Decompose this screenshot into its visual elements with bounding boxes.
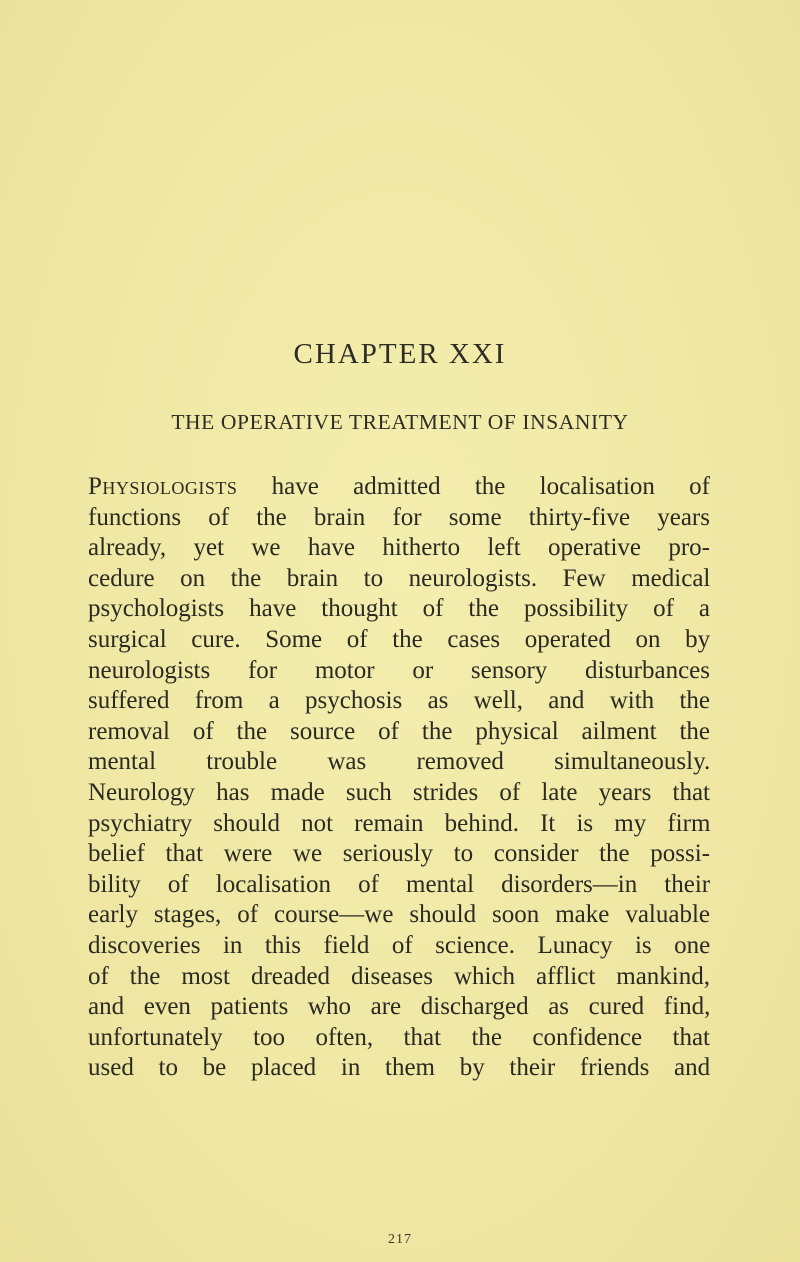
text-line: used to be placed in them by their friends and <box>88 1054 711 1082</box>
body-paragraph <box>88 472 710 1084</box>
chapter-title: THE OPERATIVE TREATMENT OF INSANITY <box>171 410 629 434</box>
text-line: mental trouble was removed simultaneously. <box>88 748 711 776</box>
chapter-heading: CHAPTER XXI <box>293 338 507 370</box>
text-line: Neurology has made such strides of late years that <box>88 778 710 806</box>
text-line: neurologists for motor or sensory disturbances <box>88 656 710 684</box>
text-line: Physiologists have admitted the localisation of <box>88 473 710 500</box>
text-line: belief that were we seriously to consider the possi- <box>88 840 710 868</box>
text-line: psychiatry should not remain behind. It is my firm <box>88 809 711 837</box>
lead-word: Physiologists <box>88 473 238 500</box>
page-number: 217 <box>388 1232 412 1247</box>
text-line: already, yet we have hitherto left operative pro- <box>88 534 710 562</box>
text-line: cedure on the brain to neurologists. Few medical <box>88 564 711 592</box>
text-line: unfortunately too often, that the confidence that <box>88 1023 710 1051</box>
text-line: of the most dreaded diseases which afflict mankind, <box>88 962 710 990</box>
text-line: surgical cure. Some of the cases operated on by <box>88 625 711 653</box>
text-line: and even patients who are discharged as cured find, <box>88 993 711 1021</box>
text-line: suffered from a psychosis as well, and with the <box>88 687 710 715</box>
text-line: functions of the brain for some thirty-five years <box>88 503 710 531</box>
text-line: early stages, of course—we should soon make valuable <box>88 901 711 929</box>
text-line: psychologists have thought of the possibility of a <box>88 595 710 623</box>
text-line: discoveries in this field of science. Lunacy is one <box>88 931 711 959</box>
text-line: removal of the source of the physical ailment the <box>88 717 710 745</box>
text-line: bility of localisation of mental disorders—in their <box>88 870 711 898</box>
